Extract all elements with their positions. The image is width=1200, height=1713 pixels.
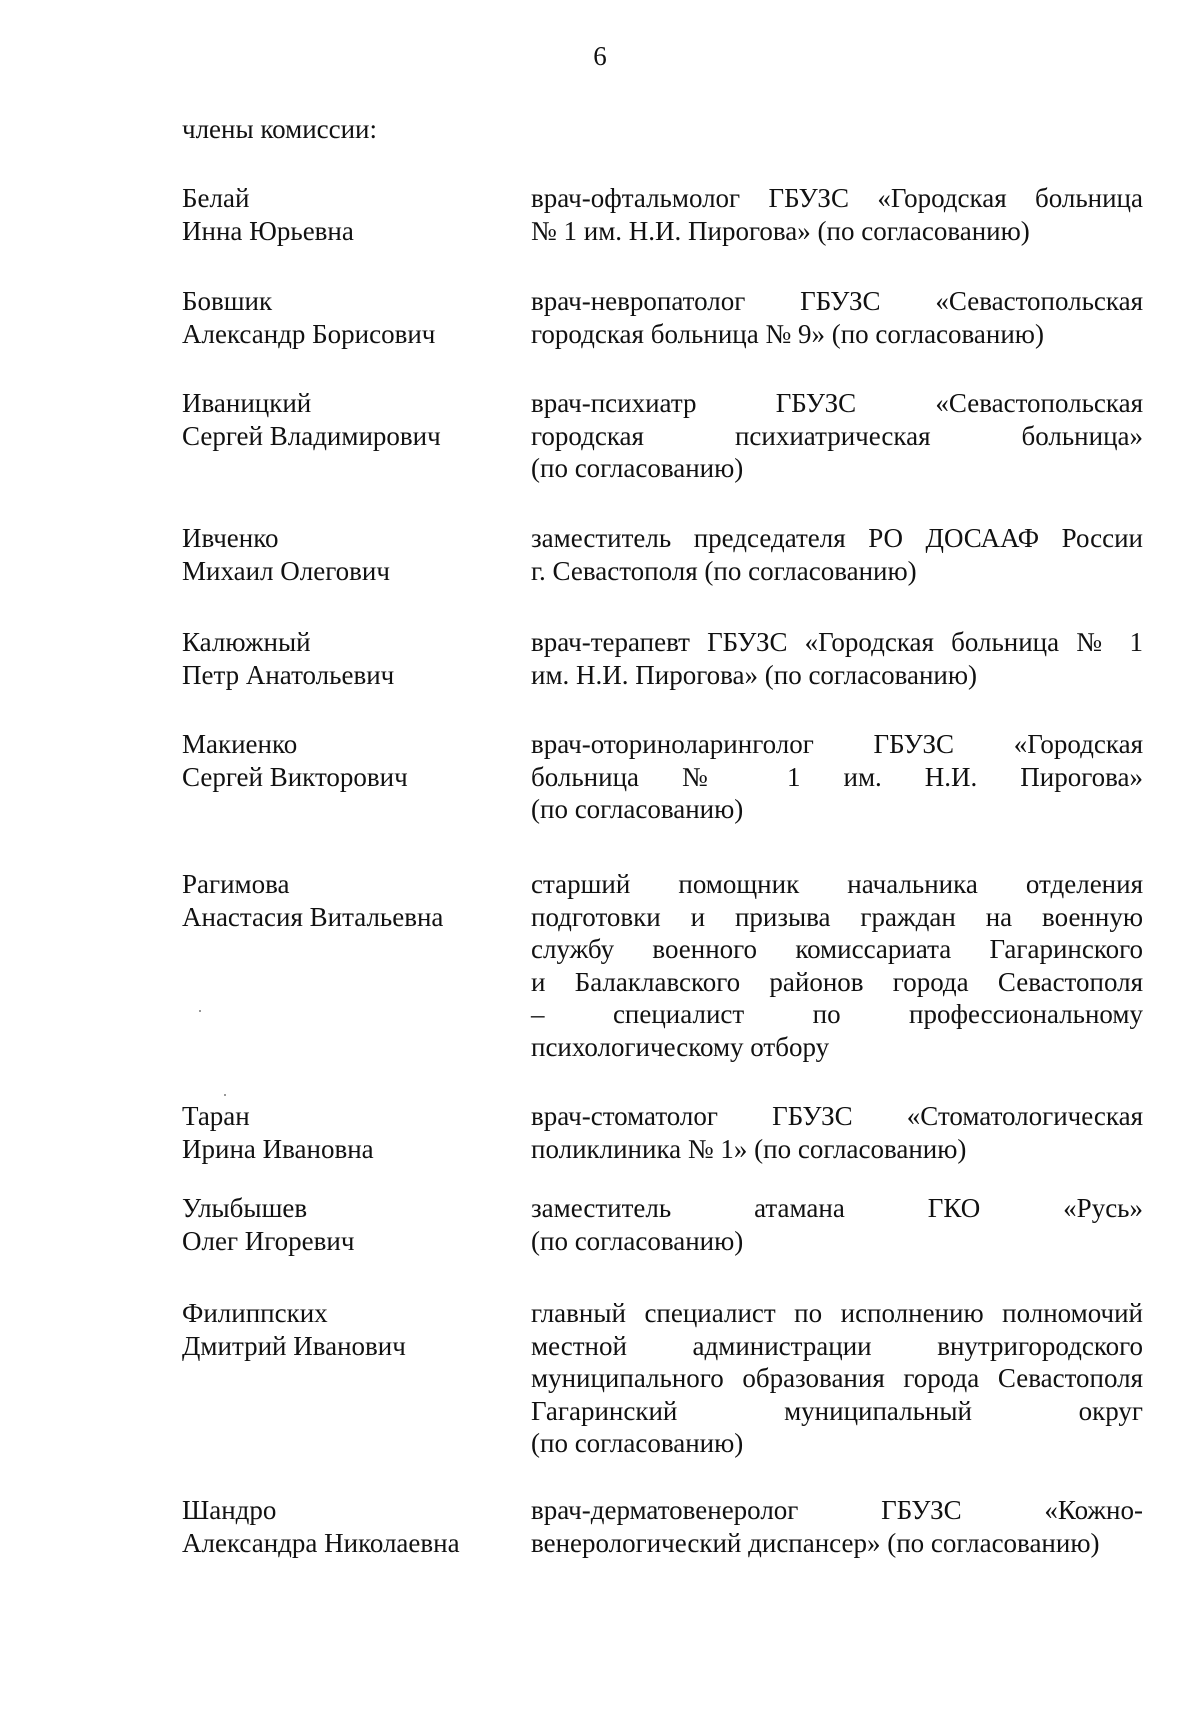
member-role-line: местной администрации внутригородского (531, 1330, 1143, 1361)
member-given-names: Александр Борисович (182, 318, 436, 349)
member-role-line: г. Севастополя (по согласованию) (531, 555, 917, 586)
member-role (531, 1297, 1143, 1460)
member-role-line: главный специалист по исполнению полномочий (531, 1298, 1143, 1328)
member-role-line: венерологический диспансер» (по согласованию) (531, 1527, 1100, 1558)
member-role-line: (по согласованию) (531, 1428, 744, 1458)
member-role-line: городская психиатрическая больница» (531, 420, 1143, 451)
member-name (182, 728, 502, 793)
scan-speck (199, 1010, 201, 1012)
section-heading: члены комиссии: (182, 114, 378, 144)
member-role-line: муниципального образования города Севастополя (531, 1363, 1143, 1393)
member-name (182, 1494, 502, 1559)
member-role-line: заместитель председателя РО ДОСААФ России (531, 523, 1143, 553)
member-surname: Белай (182, 183, 250, 213)
member-role (531, 285, 1143, 350)
member-surname: Ивченко (182, 523, 279, 553)
member-role-line: врач-терапевт ГБУЗС «Городская больница № 1 (531, 627, 1143, 657)
member-surname: Макиенко (182, 729, 298, 759)
member-given-names: Инна Юрьевна (182, 215, 354, 246)
member-role-line: им. Н.И. Пирогова» (по согласованию) (531, 659, 978, 690)
member-name (182, 626, 502, 691)
member-given-names: Петр Анатольевич (182, 659, 395, 690)
member-role (531, 868, 1143, 1063)
member-role-line: подготовки и призыва граждан на военную (531, 901, 1143, 932)
member-given-names: Александра Николаевна (182, 1527, 460, 1558)
member-given-names: Сергей Викторович (182, 761, 408, 792)
member-role-line: больница № 1 им. Н.И. Пирогова» (531, 761, 1143, 792)
member-name (182, 285, 502, 350)
member-role-line: заместитель атамана ГКО «Русь» (531, 1193, 1143, 1223)
member-given-names: Сергей Владимирович (182, 420, 441, 451)
member-given-names: Михаил Олегович (182, 555, 390, 586)
member-name (182, 387, 502, 452)
member-given-names: Дмитрий Иванович (182, 1330, 406, 1361)
member-surname: Улыбышев (182, 1193, 308, 1223)
page-number: 6 (593, 41, 607, 71)
member-role-line: службу военного комиссариата Гагаринского (531, 934, 1143, 964)
member-role-line: поликлиника № 1» (по согласованию) (531, 1133, 967, 1164)
member-role (531, 387, 1143, 485)
member-name (182, 868, 502, 933)
member-role-line: врач-стоматолог ГБУЗС «Стоматологическая (531, 1101, 1143, 1131)
member-surname: Калюжный (182, 627, 311, 657)
member-role-line: (по согласованию) (531, 794, 744, 824)
member-role (531, 522, 1143, 587)
member-given-names: Олег Игоревич (182, 1225, 355, 1256)
member-role-line: № 1 им. Н.И. Пирогова» (по согласованию) (531, 215, 1030, 246)
member-role-line: врач-дерматовенеролог ГБУЗС «Кожно- (531, 1495, 1143, 1525)
member-role (531, 1192, 1143, 1257)
member-surname: Иваницкий (182, 388, 312, 418)
scan-speck (224, 1094, 226, 1096)
member-name (182, 522, 502, 587)
member-role-line: врач-невропатолог ГБУЗС «Севастопольская (531, 286, 1143, 316)
member-name (182, 1100, 502, 1165)
member-surname: Рагимова (182, 869, 290, 899)
member-name (182, 1297, 502, 1362)
member-given-names: Ирина Ивановна (182, 1133, 374, 1164)
member-role-line: психологическому отбору (531, 1031, 830, 1062)
member-role-line: (по согласованию) (531, 453, 744, 483)
member-surname: Таран (182, 1101, 250, 1131)
member-role (531, 182, 1143, 247)
member-surname: Бовшик (182, 286, 273, 316)
member-role (531, 626, 1143, 691)
member-role-line: Гагаринский муниципальный округ (531, 1395, 1143, 1426)
member-given-names: Анастасия Витальевна (182, 901, 444, 932)
member-role (531, 1100, 1143, 1165)
member-name (182, 1192, 502, 1257)
member-role-line: старший помощник начальника отделения (531, 869, 1143, 899)
member-role (531, 1494, 1143, 1559)
member-role-line: городская больница № 9» (по согласованию) (531, 318, 1044, 349)
member-surname: Филиппских (182, 1298, 328, 1328)
member-surname: Шандро (182, 1495, 277, 1525)
member-role-line: – специалист по профессиональному (531, 999, 1143, 1029)
member-role-line: врач-оториноларинголог ГБУЗС «Городская (531, 729, 1143, 759)
member-role (531, 728, 1143, 826)
member-role-line: врач-психиатр ГБУЗС «Севастопольская (531, 388, 1143, 418)
member-role-line: (по согласованию) (531, 1225, 744, 1256)
member-role-line: врач-офтальмолог ГБУЗС «Городская больница (531, 183, 1143, 213)
member-name (182, 182, 502, 247)
member-role-line: и Балаклавского районов города Севастополя (531, 966, 1143, 997)
